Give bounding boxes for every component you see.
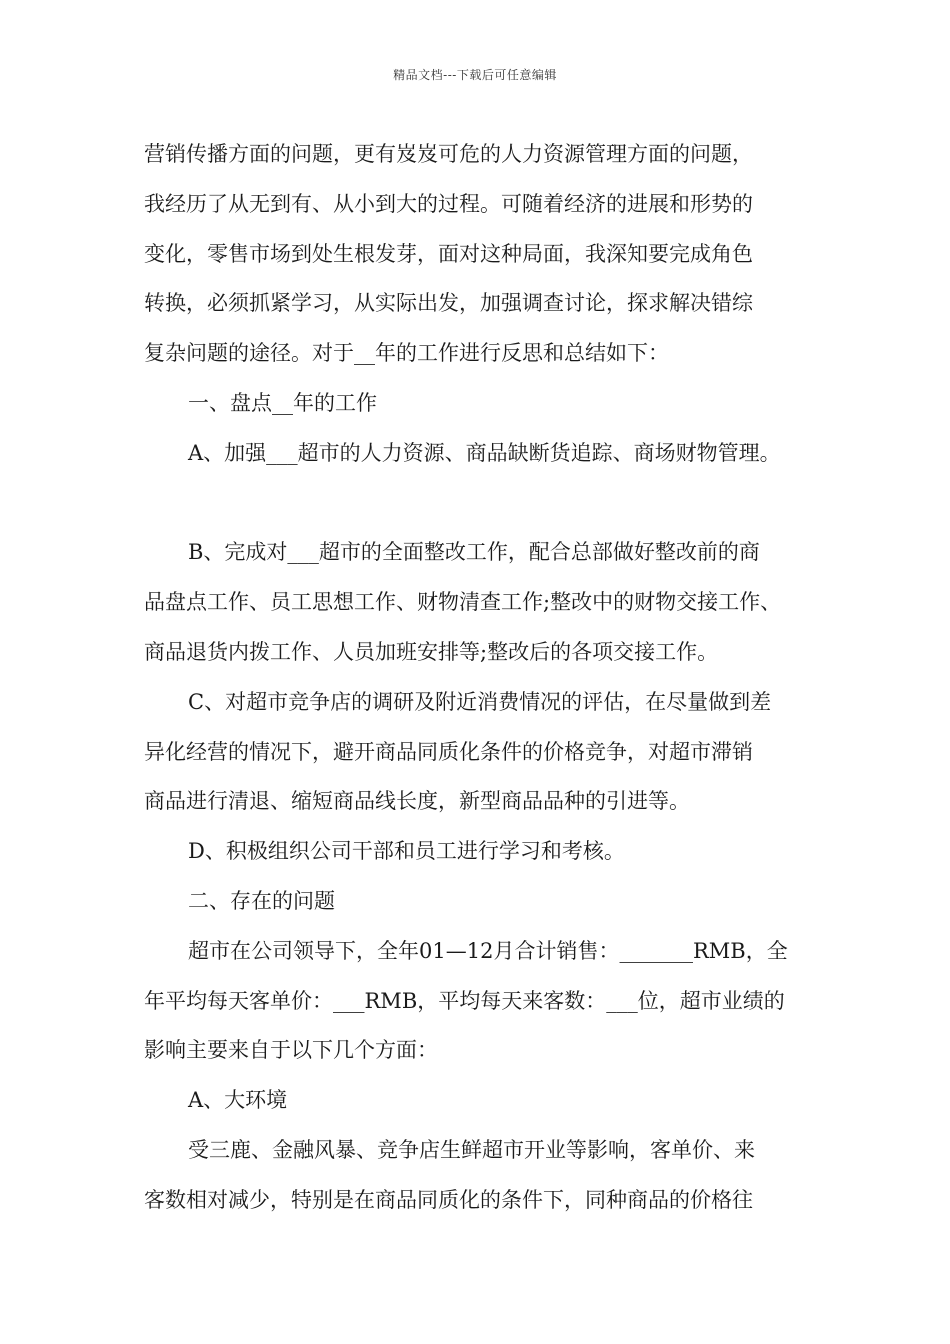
text-line: 变化，零售市场到处生根发芽，面对这种局面，我深知要完成角色 <box>144 241 753 266</box>
text-line: 营销传播方面的问题，更有岌岌可危的人力资源管理方面的问题， <box>144 142 753 166</box>
text-line: 影响主要来自于以下几个方面： <box>144 1038 438 1063</box>
text-line: 超市在公司领导下，全年01—12月合计销售：_______RMB，全 <box>188 938 788 963</box>
blank-line <box>144 479 824 529</box>
text-line: 我经历了从无到有、从小到大的过程。可随着经济的进展和形势的 <box>144 191 753 216</box>
text-line: 商品退货内拨工作、人员加班安排等;整改后的各项交接工作。 <box>144 639 719 664</box>
text-line: 商品进行清退、缩短商品线长度，新型商品品种的引进等。 <box>144 789 690 814</box>
section-heading-review: 一、盘点__年的工作 <box>188 390 377 415</box>
text-line: B、完成对___超市的全面整改工作，配合总部做好整改前的商 <box>188 540 760 565</box>
document-body <box>144 130 824 1226</box>
text-line: 受三鹿、金融风暴、竞争店生鲜超市开业等影响，客单价、来 <box>188 1137 755 1162</box>
section-heading-problems: 二、存在的问题 <box>188 888 335 913</box>
text-line: D、积极组织公司干部和员工进行学习和考核。 <box>188 839 625 864</box>
text-line: C、对超市竞争店的调研及附近消费情况的评估，在尽量做到差 <box>188 689 772 714</box>
page-header: 精品文档---下载后可任意编辑 <box>393 68 557 82</box>
text-line: A、加强___超市的人力资源、商品缺断货追踪、商场财物管理。 <box>188 440 781 465</box>
text-line: 年平均每天客单价：___RMB，平均每天来客数：___位，超市业绩的 <box>144 988 785 1013</box>
text-line: 复杂问题的途径。对于__年的工作进行反思和总结如下： <box>144 341 669 366</box>
text-line: 异化经营的情况下，避开商品同质化条件的价格竞争，对超市滞销 <box>144 739 753 764</box>
text-line: 客数相对减少，特别是在商品同质化的条件下，同种商品的价格往 <box>144 1187 753 1212</box>
text-line: 转换，必须抓紧学习，从实际出发，加强调查讨论，探求解决错综 <box>144 291 753 316</box>
subsection-heading: A、大环境 <box>188 1088 288 1113</box>
text-line: 品盘点工作、员工思想工作、财物清查工作;整改中的财物交接工作、 <box>144 590 782 615</box>
